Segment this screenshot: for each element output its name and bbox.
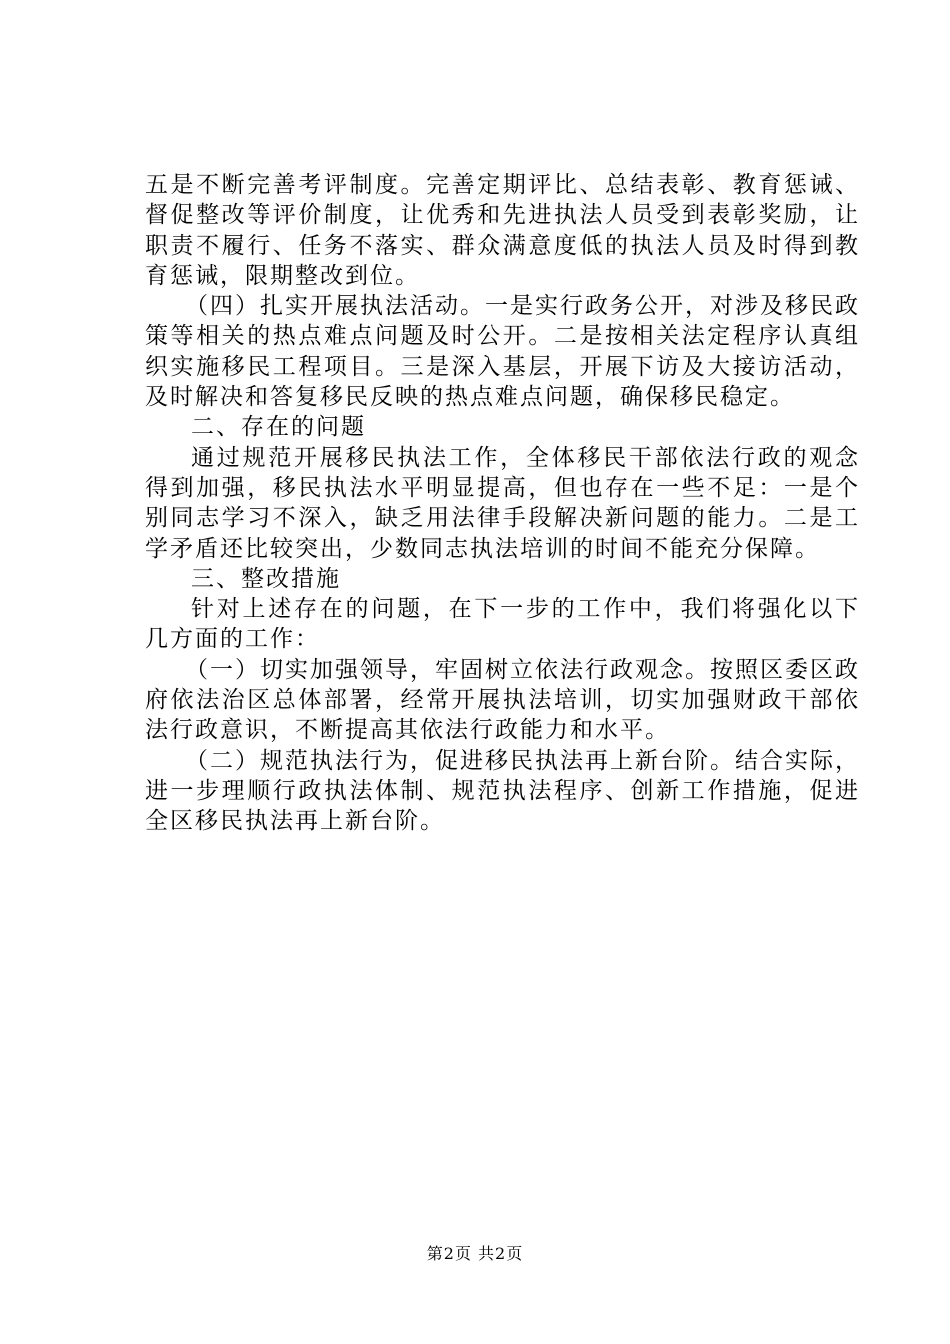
paragraph-measure-leadership: （一）切实加强领导，牢固树立依法行政观念。按照区委区政府依法治区总体部署，经常开展执法培训，切实加强财政干部依法行政意识，不断提高其依法行政能力和水平。 [145,656,860,744]
section-heading-measures: 三、整改措施 [191,565,341,592]
paragraph-enforcement-activities: （四）扎实开展执法活动。一是实行政务公开，对涉及移民政策等相关的热点难点问题及时公开。二是按相关法定程序认真组织实施移民工程项目。三是深入基层，开展下访及大接访活动，及时解决和答复移民反映的热点难点问题，确保移民稳定。 [145,293,860,411]
document-body [145,170,860,837]
paragraph-measure-standardize: （二）规范执法行为，促进移民执法再上新台阶。结合实际，进一步理顺行政执法体制、规范执法程序、创新工作措施，促进全区移民执法再上新台阶。 [145,747,860,835]
section-heading-problems: 二、存在的问题 [191,414,366,441]
page-number-footer: 第2页 共2页 [426,1244,524,1263]
paragraph-problems: 通过规范开展移民执法工作，全体移民干部依法行政的观念得到加强，移民执法水平明显提高，但也存在一些不足：一是个别同志学习不深入，缺乏用法律手段解决新问题的能力。二是工学矛盾还比较突出，少数同志执法培训的时间不能充分保障。 [145,444,860,562]
paragraph-evaluation-system: 五是不断完善考评制度。完善定期评比、总结表彰、教育惩诫、督促整改等评价制度，让优秀和先进执法人员受到表彰奖励，让职责不履行、任务不落实、群众满意度低的执法人员及时得到教育惩诫，限期整改到位。 [145,172,860,289]
paragraph-measures-intro: 针对上述存在的问题，在下一步的工作中，我们将强化以下几方面的工作： [145,596,860,653]
